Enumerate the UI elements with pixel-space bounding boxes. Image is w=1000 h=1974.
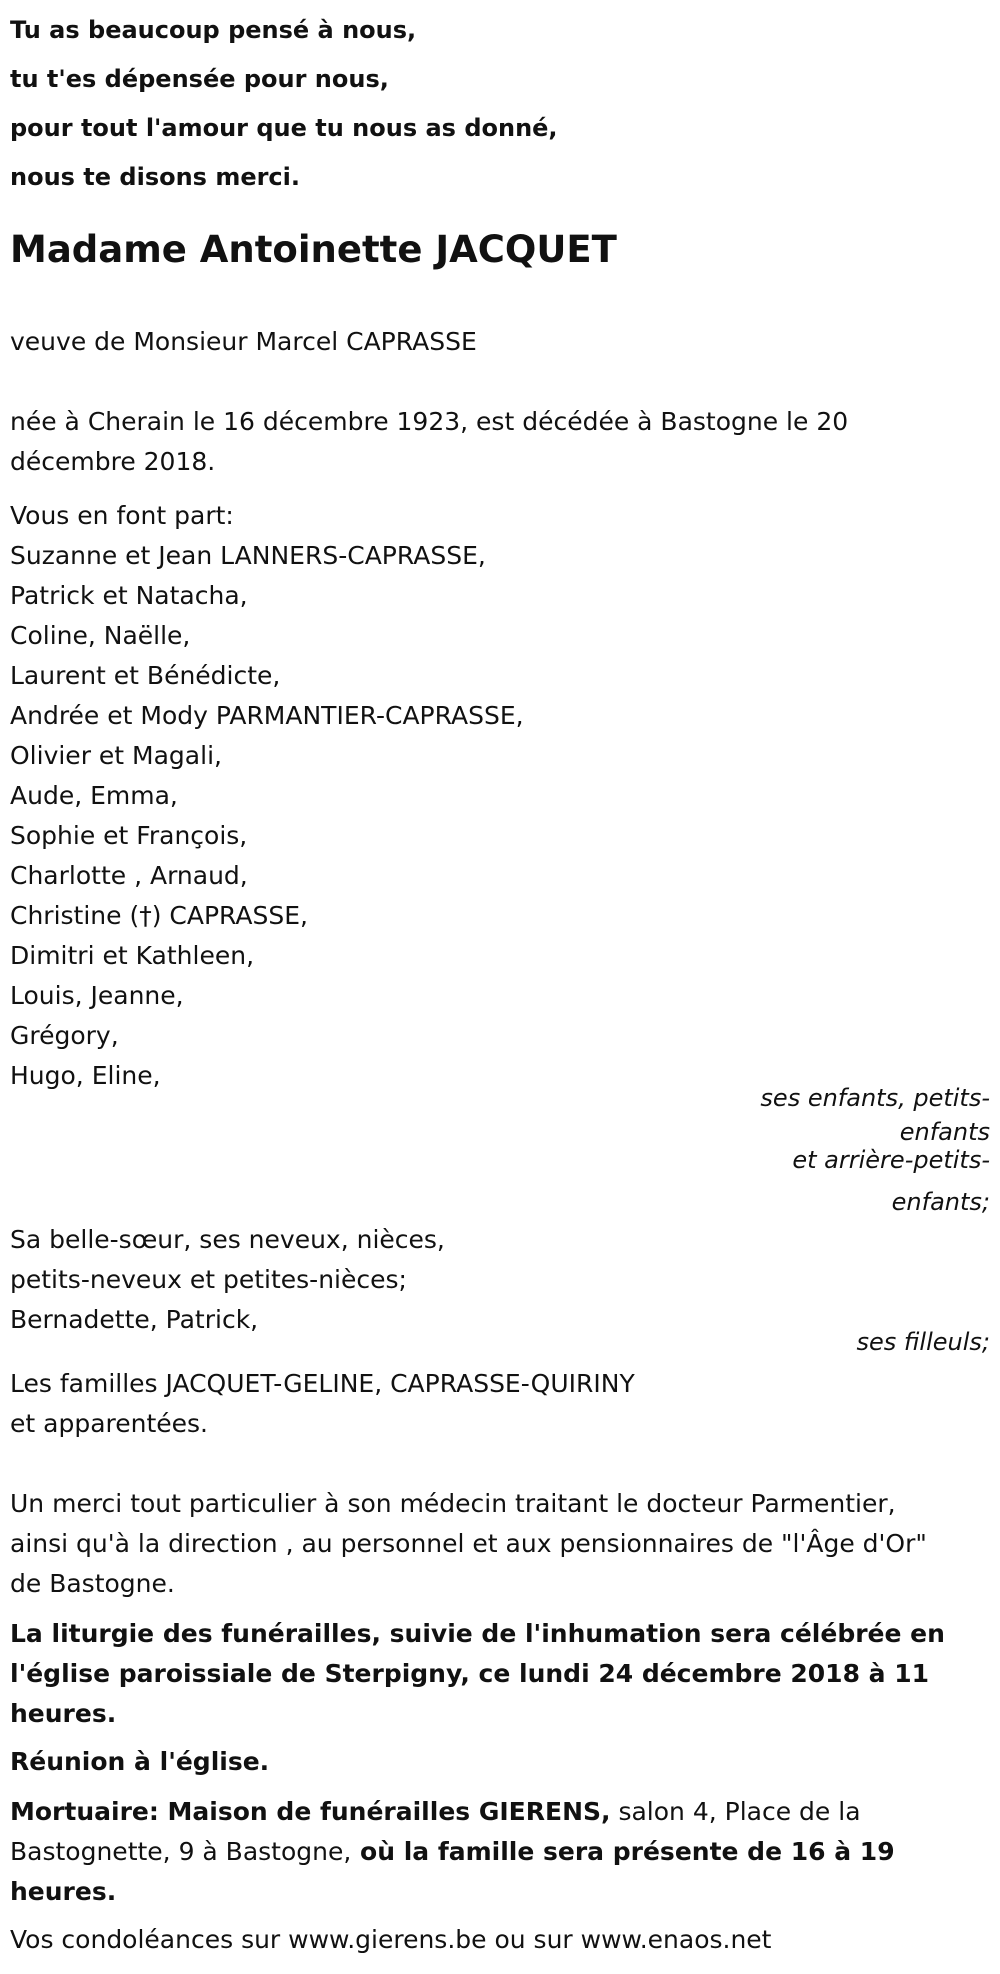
family-member: Andrée et Mody PARMANTIER-CAPRASSE,: [10, 701, 524, 730]
family-member: Sophie et François,: [10, 821, 248, 850]
mortuary-hours: où la famille sera présente de 16 à 19: [351, 1837, 895, 1866]
announcement-intro: Vous en font part:: [10, 501, 234, 530]
relatives-line: Bernadette, Patrick,: [10, 1305, 259, 1334]
relatives-list: [10, 1220, 445, 1340]
family-member: Suzanne et Jean LANNERS-CAPRASSE,: [10, 541, 486, 570]
mortuary-address-cont: Bastognette, 9 à Bastogne,: [10, 1837, 352, 1866]
birth-death-line: décembre 2018.: [10, 447, 216, 476]
thanks-line: ainsi qu'à la direction , au personnel et aux pensionnaires de "l'Âge d'Or": [10, 1529, 927, 1558]
relatives-line: Sa belle-sœur, ses neveux, nièces,: [10, 1225, 445, 1254]
family-member: Coline, Naëlle,: [10, 621, 191, 650]
birth-death-info: [10, 402, 848, 482]
poem-line: tu t'es dépensée pour nous,: [10, 65, 389, 93]
family-member: Louis, Jeanne,: [10, 981, 184, 1010]
mortuary-line: [10, 1832, 895, 1872]
thanks-paragraph: [10, 1484, 927, 1604]
widow-of: veuve de Monsieur Marcel CAPRASSE: [10, 327, 477, 356]
family-member: Hugo, Eline,: [10, 1061, 161, 1090]
mortuary-place: Mortuaire: Maison de funérailles GIERENS,: [10, 1797, 611, 1826]
birth-death-line: née à Cherain le 16 décembre 1923, est décédée à Bastogne le 20: [10, 407, 849, 436]
mortuary-line: [10, 1792, 895, 1832]
liturgy-line: La liturgie des funérailles, suivie de l'inhumation sera célébrée en: [10, 1619, 945, 1648]
godchildren-label: ses filleuls;: [856, 1328, 990, 1356]
relatives-line: petits-neveux et petites-nièces;: [10, 1265, 407, 1294]
mortuary-address: salon 4, Place de la: [610, 1797, 861, 1826]
family-member: Aude, Emma,: [10, 781, 178, 810]
poem-line: Tu as beaucoup pensé à nous,: [10, 16, 417, 44]
mortuary-line: [10, 1872, 895, 1912]
meeting-info: Réunion à l'église.: [10, 1747, 270, 1776]
grandchildren-label-line: enfants;: [891, 1188, 990, 1216]
poem-line: pour tout l'amour que tu nous as donné,: [10, 114, 558, 142]
poem-line: nous te disons merci.: [10, 163, 301, 191]
families-line: Les familles JACQUET-GELINE, CAPRASSE-QUIRINY: [10, 1369, 635, 1398]
thanks-line: Un merci tout particulier à son médecin traitant le docteur Parmentier,: [10, 1489, 896, 1518]
family-member: Patrick et Natacha,: [10, 581, 248, 610]
children-label-line: ses enfants, petits-: [760, 1084, 990, 1112]
deceased-name: Madame Antoinette JACQUET: [10, 228, 617, 271]
thanks-line: de Bastogne.: [10, 1569, 175, 1598]
children-label-line: enfants: [899, 1118, 990, 1146]
grandchildren-label: [792, 1140, 990, 1222]
family-member: Christine (†) CAPRASSE,: [10, 901, 308, 930]
liturgy-paragraph: [10, 1614, 945, 1734]
family-member: Charlotte , Arnaud,: [10, 861, 248, 890]
family-member: Grégory,: [10, 1021, 119, 1050]
liturgy-line: l'église paroissiale de Sterpigny, ce lundi 24 décembre 2018 à 11: [10, 1659, 930, 1688]
family-member: Dimitri et Kathleen,: [10, 941, 255, 970]
condolences-info: Vos condoléances sur www.gierens.be ou sur www.enaos.net: [10, 1925, 772, 1954]
liturgy-line: heures.: [10, 1699, 117, 1728]
family-list: [10, 536, 524, 1096]
family-member: Olivier et Magali,: [10, 741, 222, 770]
mortuary-hours-cont: heures.: [10, 1877, 117, 1906]
poem: [10, 6, 558, 202]
family-member: Laurent et Bénédicte,: [10, 661, 281, 690]
families-list: [10, 1364, 635, 1444]
mortuary-paragraph: [10, 1792, 895, 1912]
grandchildren-label-line: et arrière-petits-: [792, 1146, 990, 1174]
families-line: et apparentées.: [10, 1409, 208, 1438]
